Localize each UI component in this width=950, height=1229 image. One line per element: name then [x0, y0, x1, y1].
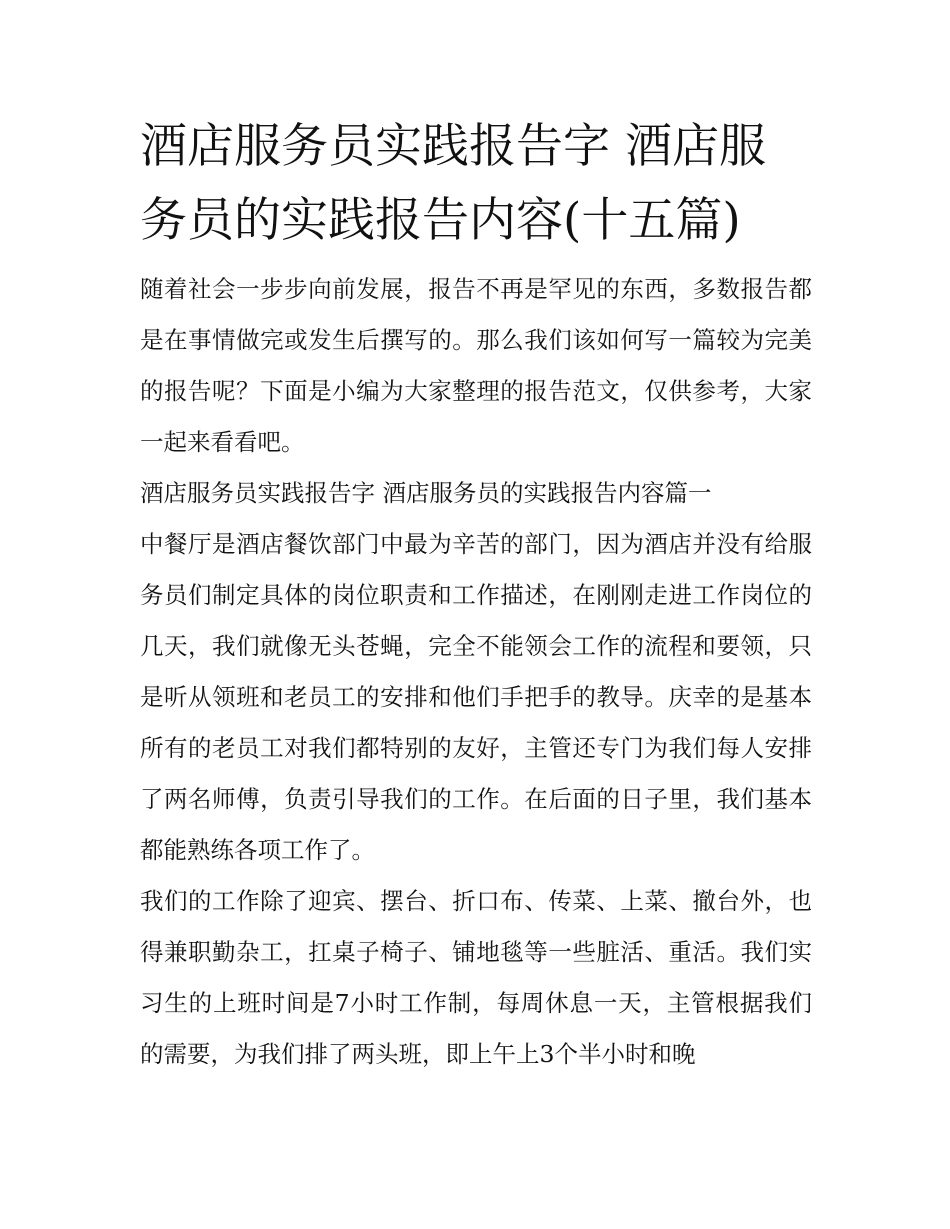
intro-paragraph: 随着社会一步步向前发展，报告不再是罕见的东西，多数报告都是在事情做完或发生后撰写的。那么我们该如何写一篇较为完美的报告呢？下面是小编为大家整理的报告范文，仅供参考，大家一起来看看吧。 — [140, 275, 812, 456]
document-content — [140, 110, 812, 1080]
section-heading: 酒店服务员实践报告字 酒店服务员的实践报告内容篇一 — [140, 479, 712, 507]
document-title: 酒店服务员实践报告字 酒店服务员的实践报告内容(十五篇) — [140, 119, 766, 248]
body-paragraph: 中餐厅是酒店餐饮部门中最为辛苦的部门，因为酒店并没有给服务员们制定具体的岗位职责和工作描述，在刚刚走进工作岗位的几天，我们就像无头苍蝇，完全不能领会工作的流程和要领，只是听从领班和老员工的安排和他们手把手的教导。庆幸的是基本所有的老员工对我们都特别的友好，主管还专门为我们每人安排了两名师傅，负责引导我们的工作。在后面的日子里，我们基本都能熟练各项工作了。 — [140, 530, 812, 864]
body-paragraph: 我们的工作除了迎宾、摆台、折口布、传菜、上菜、撤台外，也得兼职勤杂工，扛桌子椅子、铺地毯等一些脏活、重活。我们实习生的上班时间是7小时工作制，每周休息一天，主管根据我们的需要，为我们排了两头班，即上午上3个半小时和晚 — [140, 887, 812, 1068]
